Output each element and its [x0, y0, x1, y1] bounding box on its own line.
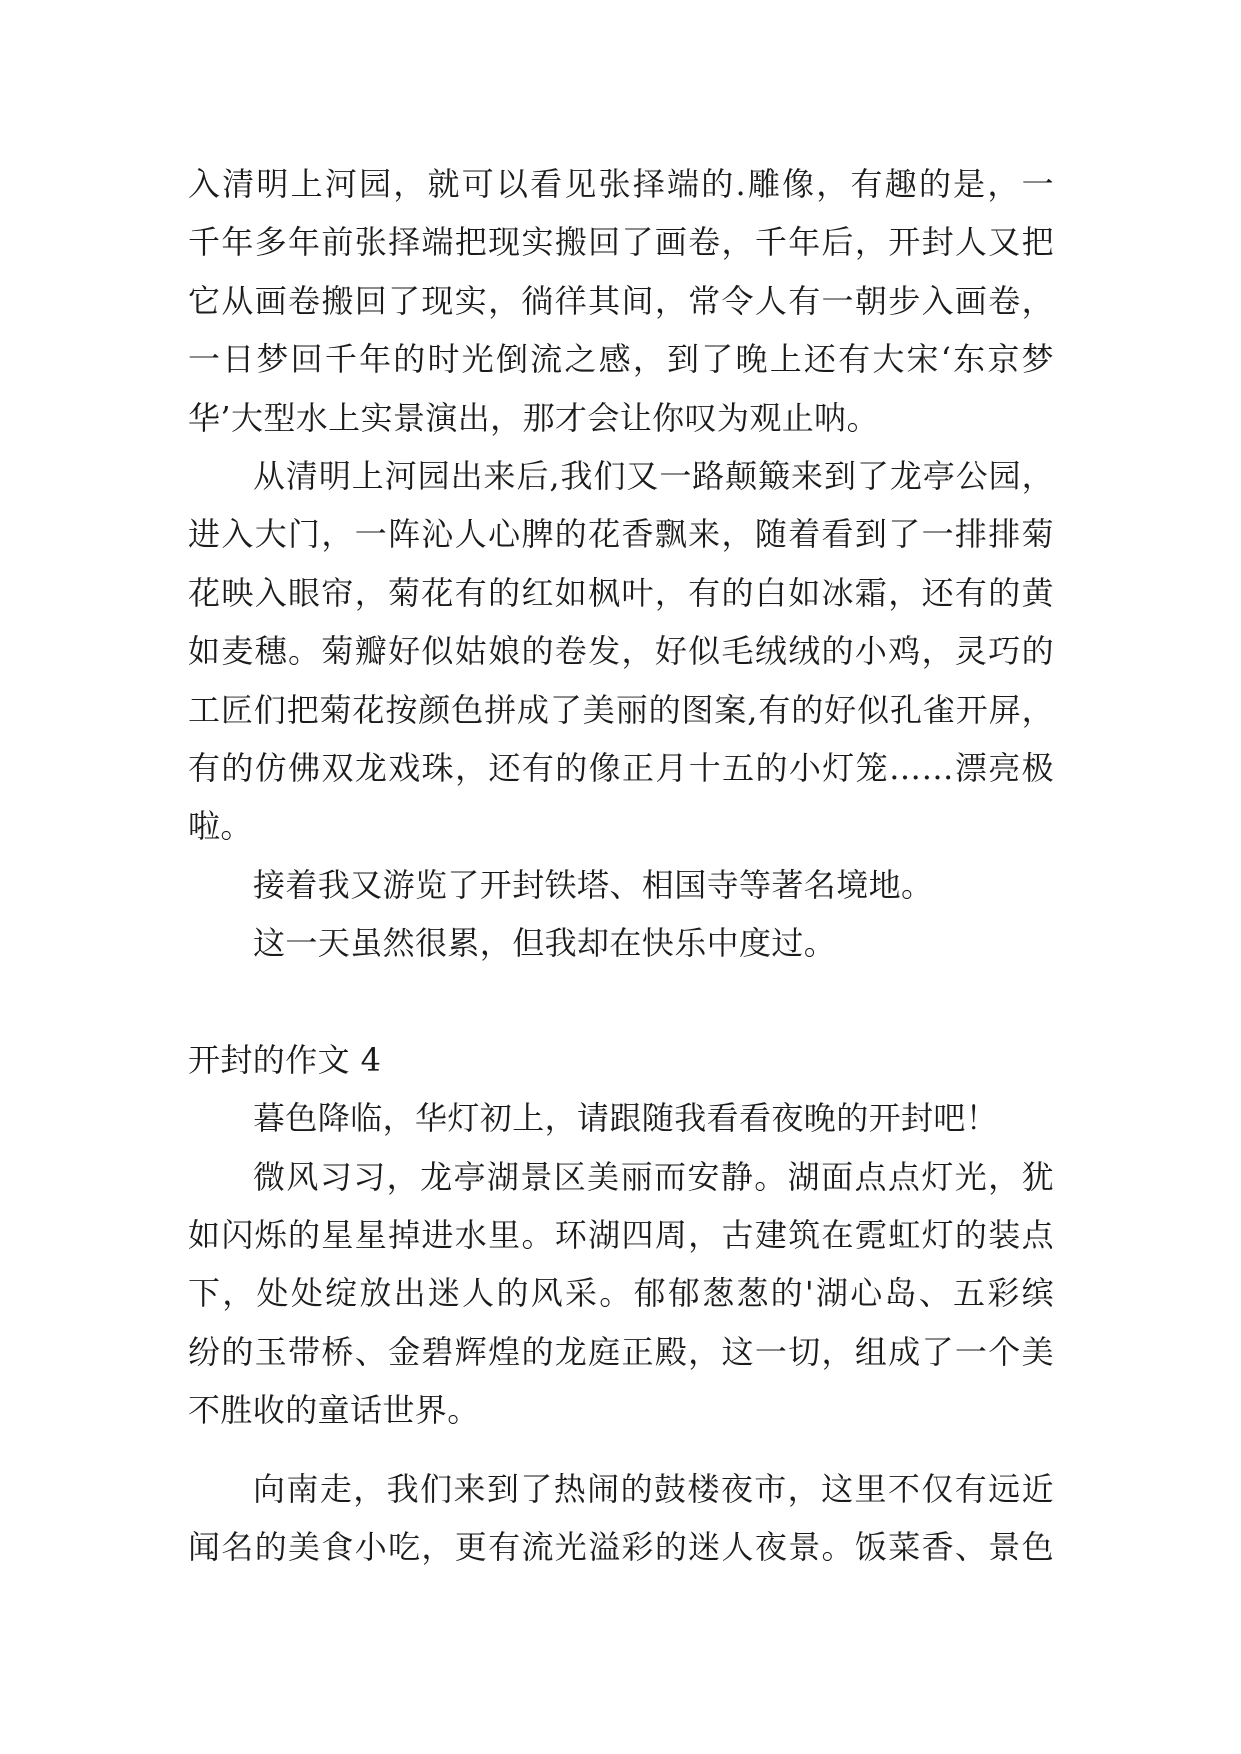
text-line: 入清明上河园，就可以看见张择端的.雕像，有趣的是，一 — [188, 165, 1054, 203]
text-line: 如闪烁的星星掉进水里。环湖四周，古建筑在霓虹灯的装点 — [188, 1216, 1054, 1255]
paragraph — [188, 1089, 1054, 1147]
paragraph — [188, 155, 1054, 447]
text-line: 不胜收的童话世界。 — [188, 1391, 480, 1430]
text-line: 花映入眼帘，菊花有的红如枫叶，有的白如冰霜，还有的黄 — [188, 573, 1054, 612]
text-line: 它从画卷搬回了现实，徜徉其间，常令人有一朝步入画卷， — [188, 281, 1054, 320]
text-line: 千年多年前张择端把现实搬回了画卷，千年后，开封人又把 — [188, 223, 1054, 262]
text-line: 如麦穗。菊瓣好似姑娘的卷发，好似毛绒绒的小鸡，灵巧的 — [188, 632, 1054, 671]
text-line: 从清明上河园出来后,我们又一路颠簸来到了龙亭公园， — [253, 456, 1054, 495]
text-line: 华’大型水上实景演出，那才会让你叹为观止呐。 — [188, 398, 879, 437]
text-line: 纷的玉带桥、金碧辉煌的龙庭正殿，这一切，组成了一个美 — [188, 1332, 1054, 1371]
text-line: 这一天虽然很累，但我却在快乐中度过。 — [253, 924, 837, 963]
text-line: 向南走，我们来到了热闹的鼓楼夜市，这里不仅有远近 — [253, 1469, 1054, 1508]
text-line: 啦。 — [188, 807, 253, 846]
text-line: 接着我又游览了开封铁塔、相国寺等著名境地。 — [253, 865, 934, 904]
section-heading: 开封的作文 4 — [188, 1040, 382, 1079]
text-line: 工匠们把菊花按颜色拼成了美丽的图案,有的好似孔雀开屏， — [188, 690, 1054, 729]
text-line: 有的仿佛双龙戏珠，还有的像正月十五的小灯笼……漂亮极 — [188, 748, 1054, 787]
document-body — [188, 155, 1054, 1576]
text-line: 闻名的美食小吃，更有流光溢彩的迷人夜景。饭菜香、景色 — [188, 1527, 1054, 1566]
text-line: 进入大门，一阵沁人心脾的花香飘来，随着看到了一排排菊 — [188, 515, 1054, 554]
text-line: 下，处处绽放出迷人的风采。郁郁葱葱的'湖心岛、五彩缤 — [188, 1274, 1054, 1313]
blank-line — [188, 972, 1054, 1030]
paragraph — [188, 1148, 1054, 1440]
text-line: 暮色降临，华灯初上，请跟随我看看夜晚的开封吧！ — [253, 1099, 999, 1138]
paragraph — [188, 856, 1054, 914]
text-line: 一日梦回千年的时光倒流之感，到了晚上还有大宋‘东京梦 — [188, 340, 1054, 379]
paragraph — [188, 1460, 1054, 1577]
paragraph — [188, 914, 1054, 972]
paragraph — [188, 447, 1054, 856]
text-line: 微风习习，龙亭湖景区美丽而安静。湖面点点灯光，犹 — [253, 1157, 1054, 1196]
